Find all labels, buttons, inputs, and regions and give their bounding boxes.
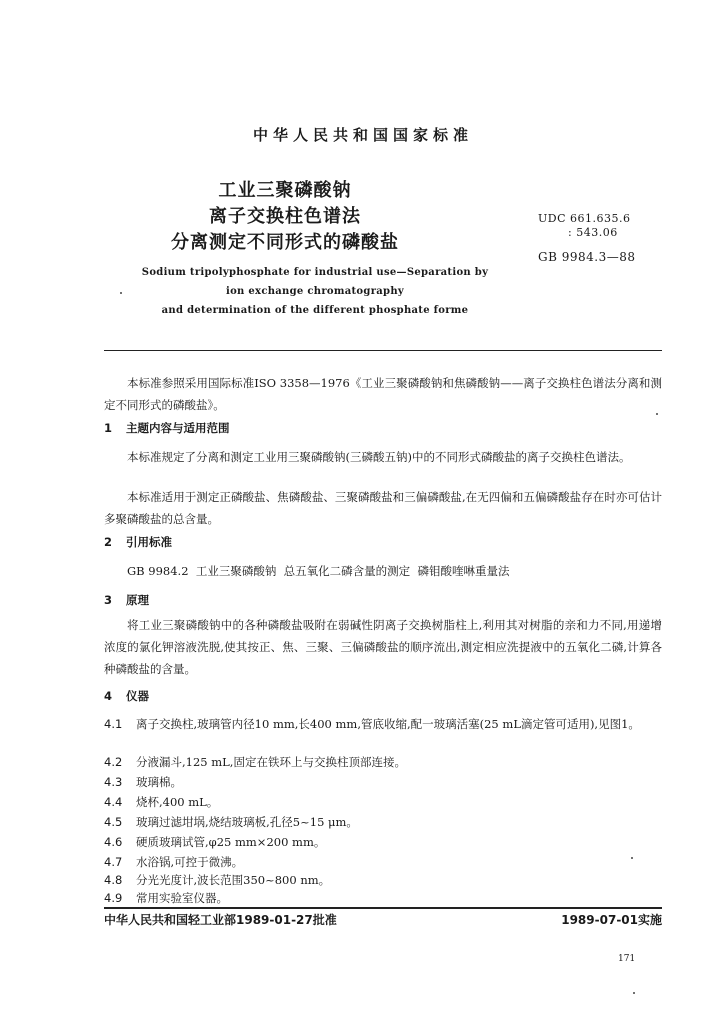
instrument-item-text: 离子交换柱,玻璃管内径10 mm,长400 mm,管底收缩,配一玻璃活塞(25 mL滴定管可适用),见图1。 — [136, 717, 640, 731]
gb-standard-code: GB 9984.3—88 — [538, 250, 636, 264]
instrument-item-text: 玻璃棉。 — [136, 775, 182, 789]
instrument-item — [104, 852, 662, 872]
instrument-item — [104, 888, 662, 908]
section-2-reference: GB 9984.2 工业三聚磷酸钠 总五氧化二磷含量的测定 磷钼酸喹啉重量法 — [127, 564, 510, 578]
section-1-paragraph-1: 本标准规定了分离和测定工业用三聚磷酸钠(三磷酸五钠)中的不同形式磷酸盐的离子交换柱色谱法。 — [127, 450, 631, 464]
chinese-title-line-3: 分离测定不同形式的磷酸盐 — [171, 232, 399, 253]
section-3-title: 原理 — [126, 593, 149, 607]
instrument-item-number: 4.6 — [104, 835, 123, 849]
national-standard-title: 中华人民共和国国家标准 — [252, 126, 473, 144]
instrument-item-number: 4.8 — [104, 873, 123, 887]
instrument-item — [104, 752, 662, 772]
instrument-item-text: 水浴锅,可控于微沸。 — [136, 855, 244, 869]
instrument-item-number: 4.3 — [104, 775, 123, 789]
section-2-heading — [104, 534, 172, 550]
instrument-item-text: 玻璃过滤坩埚,烧结玻璃板,孔径5~15 μm。 — [136, 815, 358, 829]
section-1-paragraph-2: 本标准适用于测定正磷酸盐、焦磷酸盐、三聚磷酸盐和三偏磷酸盐,在无四偏和五偏磷酸盐存在时亦可估计多聚磷酸盐的总含量。 — [104, 490, 662, 526]
instrument-item-number: 4.9 — [104, 891, 123, 905]
instrument-item — [104, 772, 662, 792]
english-title-line-2: ion exchange chromatography — [225, 286, 405, 297]
page-number: 171 — [618, 954, 636, 964]
header-divider — [104, 350, 662, 351]
section-4-title: 仪器 — [126, 689, 149, 703]
instrument-item-text: 硬质玻璃试管,φ25 mm×200 mm。 — [136, 835, 326, 849]
scan-speck — [631, 857, 633, 859]
section-3-heading — [104, 592, 149, 608]
udc-code-line-2: : 543.06 — [568, 226, 618, 239]
english-title-line-1: Sodium tripolyphosphate for industrial use—Separation by — [141, 267, 489, 278]
section-2-number: 2 — [104, 535, 113, 549]
scan-speck — [120, 292, 122, 294]
instrument-item-number: 4.1 — [104, 717, 123, 731]
instrument-item-text: 烧杯,400 mL。 — [136, 795, 219, 809]
instrument-item-text: 常用实验室仪器。 — [136, 891, 228, 905]
instrument-item-number: 4.2 — [104, 755, 123, 769]
section-2-title: 引用标准 — [126, 535, 172, 549]
instrument-item — [104, 812, 662, 832]
instrument-item-text: 分液漏斗,125 mL,固定在铁环上与交换柱顶部连接。 — [136, 755, 406, 769]
instrument-item-number: 4.7 — [104, 855, 123, 869]
instrument-item — [104, 870, 662, 890]
chinese-title-line-2: 离子交换柱色谱法 — [209, 206, 361, 227]
instrument-item-text: 分光光度计,波长范围350~800 nm。 — [136, 873, 331, 887]
intro-paragraph: 本标准参照采用国际标准ISO 3358—1976《工业三聚磷酸钠和焦磷酸钠——离子交换柱色谱法分离和测定不同形式的磷酸盐》。 — [104, 376, 662, 412]
udc-code-line-1: UDC 661.635.6 — [538, 212, 631, 225]
approval-note: 中华人民共和国轻工业部1989-01-27批准 — [104, 913, 337, 927]
scan-speck — [633, 992, 635, 994]
implementation-date: 1989-07-01实施 — [561, 913, 662, 927]
section-3-number: 3 — [104, 593, 113, 607]
section-4-heading — [104, 688, 149, 704]
instrument-item — [104, 714, 662, 734]
scan-speck — [656, 413, 658, 415]
chinese-title-line-1: 工业三聚磷酸钠 — [218, 180, 352, 201]
section-1-title: 主题内容与适用范围 — [126, 421, 230, 435]
section-1-number: 1 — [104, 421, 113, 435]
instrument-item-number: 4.5 — [104, 815, 123, 829]
instrument-item — [104, 792, 662, 812]
instrument-item-number: 4.4 — [104, 795, 123, 809]
section-4-number: 4 — [104, 689, 113, 703]
instrument-item — [104, 832, 662, 852]
section-1-heading — [104, 420, 230, 436]
footer-divider — [104, 907, 662, 909]
english-title-line-3: and determination of the different phosphate forme — [161, 305, 469, 316]
section-3-paragraph: 将工业三聚磷酸钠中的各种磷酸盐吸附在弱碱性阴离子交换树脂柱上,利用其对树脂的亲和力不同,用递增浓度的氯化钾溶液洗脱,使其按正、焦、三聚、三偏磷酸盐的顺序流出,测定相应洗提液中的五氧化二磷,计算各种磷酸盐的含量。 — [104, 618, 662, 676]
